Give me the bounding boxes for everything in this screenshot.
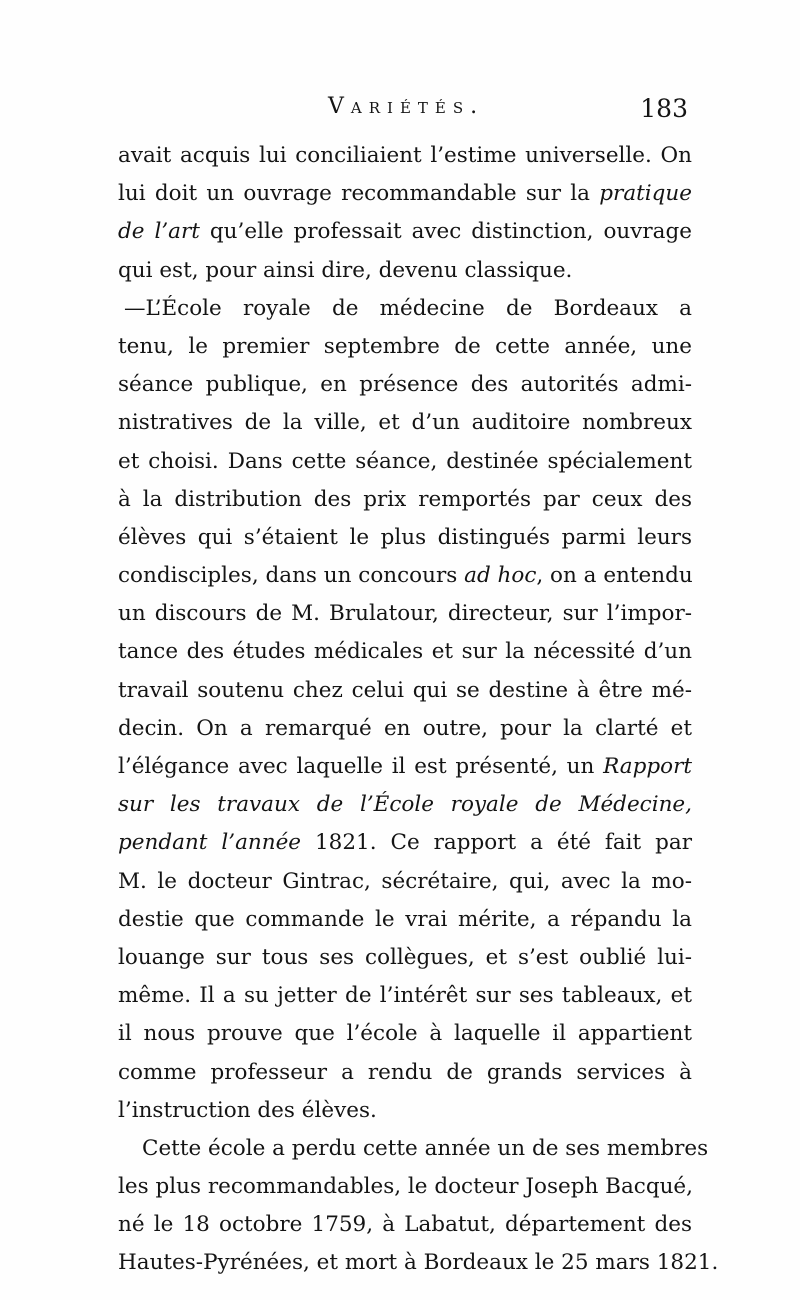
text-line <box>118 404 692 442</box>
text-segment: né le 18 octobre 1759, à Labatut, département des <box>118 1212 692 1238</box>
text-segment: Hautes-Pyrénées, et mort à Bordeaux le 25 mars 1821. <box>118 1250 719 1276</box>
text-line <box>118 863 692 901</box>
text-line <box>118 519 692 557</box>
text-line <box>118 1206 692 1244</box>
text-line <box>118 252 692 290</box>
text-segment: et choisi. Dans cette séance, destinée spécialement <box>118 448 692 474</box>
text-line <box>118 328 692 366</box>
text-segment: 1821. Ce rapport a été fait par <box>301 830 692 856</box>
text-segment: —L’École royale de médecine de Bordeaux a <box>124 295 692 321</box>
text-segment: M. le docteur Gintrac, sécrétaire, qui, avec la mo- <box>118 868 692 894</box>
text-line <box>118 213 692 251</box>
text-line <box>118 748 692 786</box>
text-segment: élèves qui s’étaient le plus distingués parmi leurs <box>118 524 692 550</box>
text-line <box>118 366 692 404</box>
text-line <box>118 595 692 633</box>
running-title: Variétés. <box>328 94 485 119</box>
text-segment: destie que commande le vrai mérite, a répandu la <box>118 906 692 932</box>
text-segment: Cette école a perdu cette année un de ses membres <box>142 1135 709 1161</box>
text-line <box>118 939 692 977</box>
text-line <box>118 977 692 1015</box>
italic-text: pendant l’année <box>118 830 302 856</box>
text-segment: decin. On a remarqué en outre, pour la clarté et <box>118 715 692 741</box>
text-segment: tenu, le premier septembre de cette année, une <box>118 333 692 359</box>
text-segment: il nous prouve que l’école à laquelle il appartient <box>118 1021 692 1047</box>
text-line <box>118 1054 692 1092</box>
text-line <box>118 175 692 213</box>
text-line <box>118 1168 692 1206</box>
text-line <box>118 137 692 175</box>
text-line <box>118 1244 719 1282</box>
running-head <box>118 94 688 124</box>
text-line <box>118 481 692 519</box>
text-segment: , on a entendu <box>536 563 693 589</box>
text-segment: séance publique, en présence des autorités admi- <box>118 372 692 398</box>
text-segment: avait acquis lui conciliaient l’estime universelle. On <box>118 143 692 168</box>
text-segment: qui est, pour ainsi dire, devenu classique. <box>118 257 573 283</box>
italic-text: pratique <box>599 181 692 207</box>
text-line <box>118 710 692 748</box>
text-line <box>118 1015 692 1053</box>
italic-text: ad hoc <box>464 563 537 589</box>
text-line <box>118 443 692 481</box>
text-segment: tance des études médicales et sur la nécessité d’un <box>118 639 692 665</box>
italic-text: de l’art <box>118 219 200 245</box>
text-segment: un discours de M. Brulatour, directeur, sur l’impor- <box>118 601 692 627</box>
text-segment: comme professeur a rendu de grands services à <box>118 1059 692 1085</box>
text-line <box>118 1130 709 1168</box>
italic-text: sur les travaux de l’École royale de Médecine, <box>118 792 692 818</box>
text-segment: l’élégance avec laquelle il est présenté, un <box>118 754 604 779</box>
italic-text: Rapport <box>603 754 692 779</box>
text-segment: condisciples, dans un concours <box>118 563 465 589</box>
text-segment: même. Il a su jetter de l’intérêt sur ses tableaux, et <box>118 983 692 1009</box>
text-segment: travail soutenu chez celui qui se destine à être mé- <box>118 677 692 703</box>
text-segment: qu’elle professait avec distinction, ouvrage <box>199 219 692 245</box>
text-segment: l’instruction des élèves. <box>118 1097 377 1123</box>
text-line <box>118 290 692 328</box>
page-number: 183 <box>640 94 688 123</box>
text-line <box>118 557 692 595</box>
text-segment: louange sur tous ses collègues, et s’est oublié lui- <box>118 944 692 970</box>
text-line <box>118 672 692 710</box>
text-line <box>118 901 692 939</box>
text-line <box>118 824 692 862</box>
text-segment: les plus recommandables, le docteur Joseph Bacqué, <box>118 1174 693 1200</box>
text-line <box>118 633 692 671</box>
body-text <box>118 137 719 1283</box>
text-segment: nistratives de la ville, et d’un auditoire nombreux <box>118 410 692 436</box>
text-segment: à la distribution des prix remportés par ceux des <box>118 486 692 512</box>
text-line <box>118 1092 692 1130</box>
text-segment: lui doit un ouvrage recommandable sur la <box>118 181 600 207</box>
text-line <box>118 786 692 824</box>
